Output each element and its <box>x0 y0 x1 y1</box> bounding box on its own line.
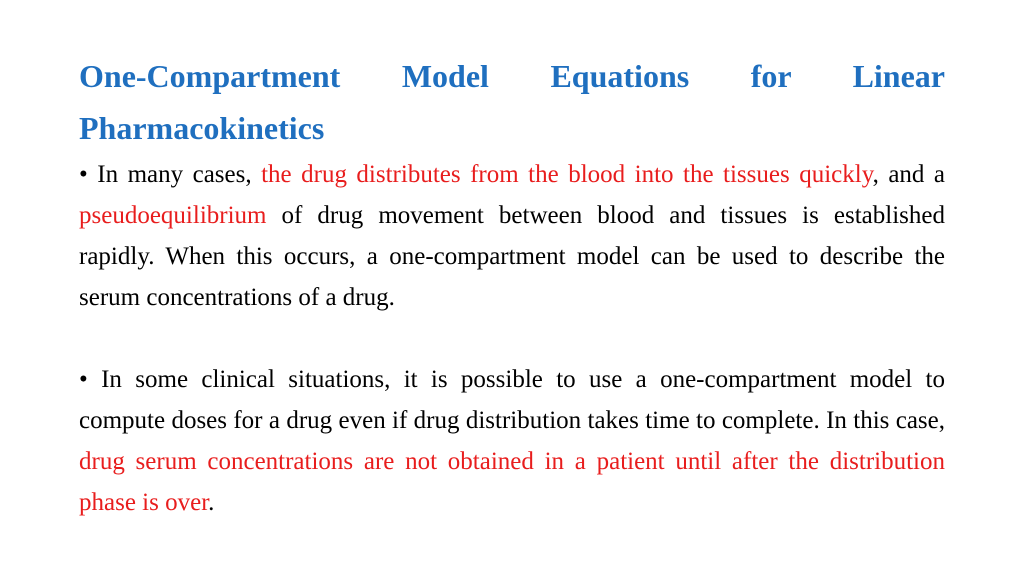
paragraph-1-highlight-2: pseudoequilibrium <box>79 202 267 229</box>
paragraph-2-text-b: . <box>208 489 215 516</box>
slide-title: One-Compartment Model Equations for Linear Pharmacokinetics <box>79 58 945 146</box>
paragraph-1-text-c: of drug movement between blood and tissues is established rapidly. When this occurs, a one-compartment model can be used to describe the serum concentrations of a drug. <box>79 202 945 311</box>
paragraph-2-highlight: drug serum concentrations are not obtained in a patient until after the distribution phase is over <box>79 448 945 516</box>
bullet-marker: • <box>79 366 88 393</box>
paragraph-1-text-b: , and a <box>872 161 945 188</box>
bullet-marker: • <box>79 161 88 188</box>
paragraph-1-text-a: In many cases, <box>97 161 262 188</box>
bullet-paragraph-1 <box>79 154 945 318</box>
paragraph-2-text-a: In some clinical situations, it is possible to use a one-compartment model to compute doses for a drug even if drug distribution takes time to complete. In this case, <box>79 366 946 434</box>
bullet-paragraph-2 <box>79 359 945 523</box>
paragraph-1-highlight-1: the drug distributes from the blood into the tissues quickly <box>261 161 873 188</box>
slide-content <box>79 50 945 523</box>
